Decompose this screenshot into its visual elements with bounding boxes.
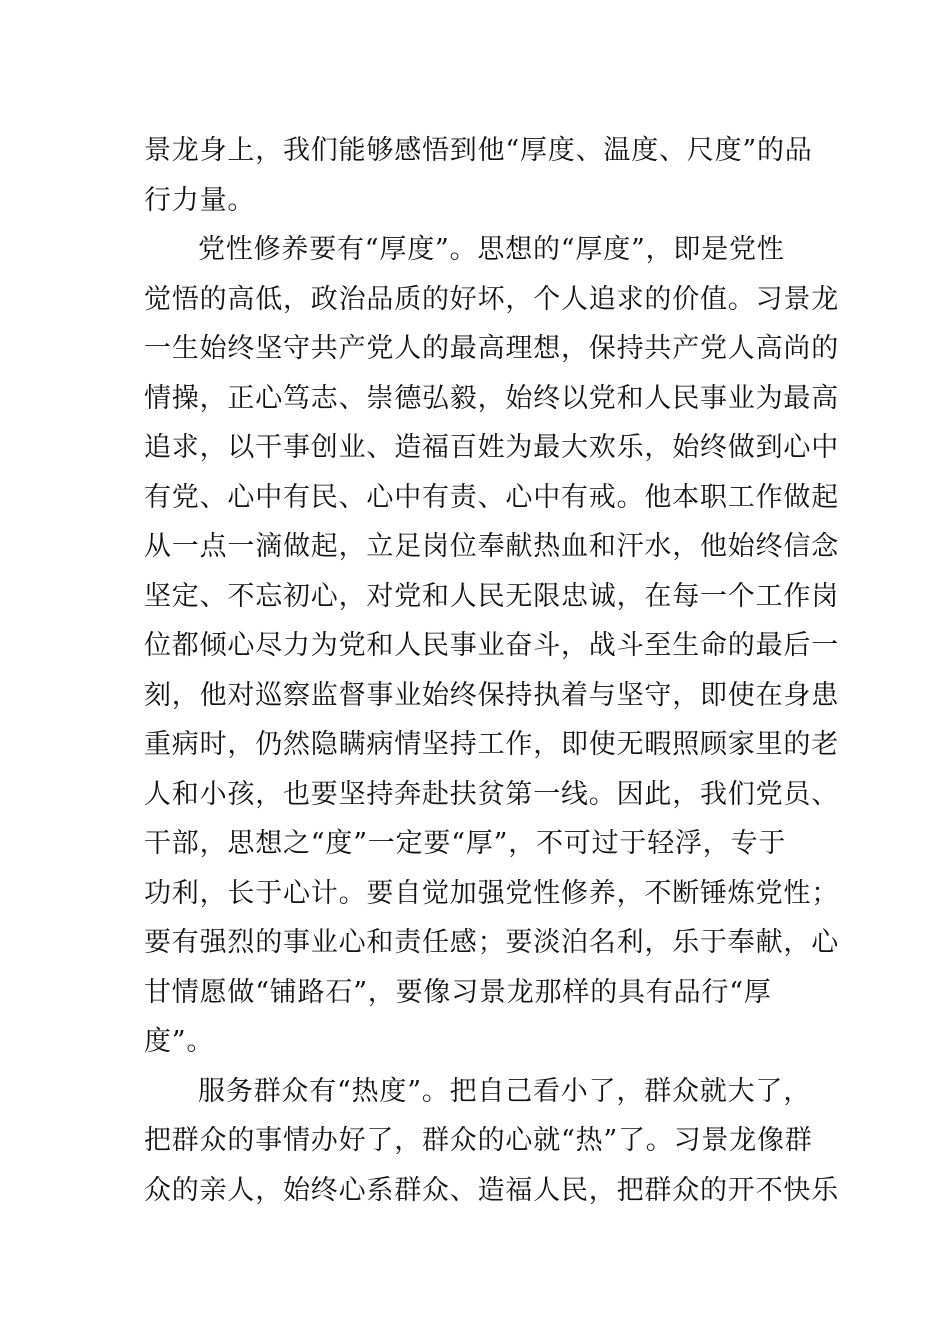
text-line: 甘情愿做“铺路石”，要像习景龙那样的具有品行“厚 xyxy=(144,976,772,1008)
text-line: 追求，以干事创业、造福百姓为最大欢乐，始终做到心中 xyxy=(144,432,839,463)
text-line: 觉悟的高低，政治品质的好坏，个人追求的价值。习景龙 xyxy=(144,283,839,315)
text-line: 干部，思想之“度”一定要“厚”，不可过于轻浮，专于 xyxy=(144,828,787,859)
text-line: 功利，长于心计。要自觉加强党性修养，不断锤炼党性； xyxy=(144,877,839,909)
paragraph-start-line: 党性修养要有“厚度”。思想的“厚度”，即是党性 xyxy=(198,234,785,265)
text-line: 情操，正心笃志、崇德弘毅，始终以党和人民事业为最高 xyxy=(144,382,839,414)
text-line: 度”。 xyxy=(144,1026,215,1057)
text-line: 从一点一滴做起，立足岗位奉献热血和汗水，他始终信念 xyxy=(144,531,839,562)
text-line: 重病时，仍然隐瞒病情坚持工作，即使无暇照顾家里的老 xyxy=(144,729,839,760)
text-line: 景龙身上，我们能够感悟到他“厚度、温度、尺度”的品 xyxy=(144,135,813,166)
text-line: 行力量。 xyxy=(144,184,256,216)
body-text xyxy=(144,126,839,1215)
text-line: 有党、心中有民、心中有责、心中有戒。他本职工作做起 xyxy=(144,481,839,513)
text-line: 要有强烈的事业心和责任感；要淡泊名利，乐于奉献，心 xyxy=(144,927,839,958)
text-line: 坚定、不忘初心，对党和人民无限忠诚，在每一个工作岗 xyxy=(144,580,839,612)
text-line: 众的亲人，始终心系群众、造福人民，把群众的开不快乐 xyxy=(144,1174,839,1206)
paragraph-start-line: 服务群众有“热度”。把自己看小了，群众就大了， xyxy=(198,1075,812,1107)
text-line: 把群众的事情办好了，群众的心就“热”了。习景龙像群 xyxy=(144,1125,813,1156)
text-line: 人和小孩，也要坚持奔赴扶贫第一线。因此，我们党员、 xyxy=(144,778,839,810)
text-line: 一生始终坚守共产党人的最高理想，保持共产党人高尚的 xyxy=(144,333,839,364)
text-line: 位都倾心尽力为党和人民事业奋斗，战斗至生命的最后一 xyxy=(144,630,839,661)
text-line: 刻，他对巡察监督事业始终保持执着与坚守，即使在身患 xyxy=(144,679,839,711)
